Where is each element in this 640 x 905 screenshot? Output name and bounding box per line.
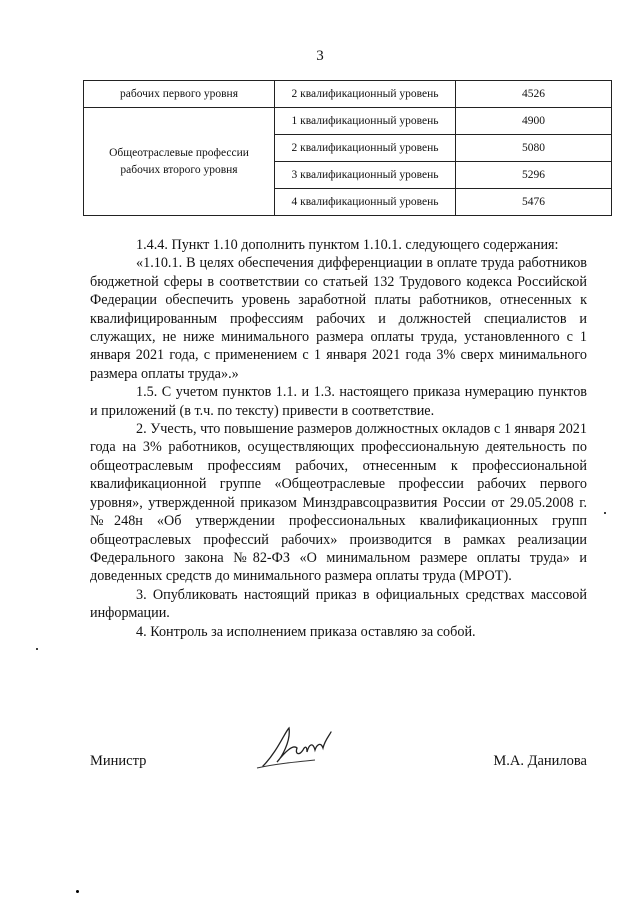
group-cell: рабочих первого уровня — [84, 81, 275, 108]
paragraph-1-4-4: 1.4.4. Пункт 1.10 дополнить пунктом 1.10.1. следующего содержания: — [136, 237, 559, 253]
table-row — [84, 108, 612, 135]
amount-cell: 5080 — [456, 135, 612, 162]
signer-name: М.А. Данилова — [493, 753, 587, 769]
salary-table — [83, 80, 612, 216]
paragraph-4: 4. Контроль за исполнением приказа оставляю за собой. — [136, 623, 476, 640]
amount-cell: 4526 — [456, 81, 612, 108]
level-cell: 3 квалификационный уровень — [275, 162, 456, 189]
level-cell: 2 квалификационный уровень — [275, 135, 456, 162]
paragraph-1-5: 1.5. С учетом пунктов 1.1. и 1.3. настоящего приказа нумерацию пунктов и приложений (в т.ч. по тексту) привести в соответствие. — [90, 384, 587, 419]
page-number: 3 — [316, 48, 324, 64]
body-text — [90, 236, 587, 641]
level-cell: 1 квалификационный уровень — [275, 108, 456, 135]
group-cell: Общеотраслевые профессии рабочих второго уровня — [84, 108, 275, 216]
scan-dot — [76, 890, 79, 893]
paragraph-1-10-1: «1.10.1. В целях обеспечения дифференциации в оплате труда работников бюджетной сферы в соответствии со статьей 132 Трудового кодекса Российской Федерации обеспечить уровень заработной платы работников, отнесенных к квалифицированным профессиям рабочих и должностей специалистов и служащих, не ниже минимального размера оплаты труда, установленного с 1 января 2021 года, с применением с 1 января 2021 года 3% сверх минимального размера оплаты труда».» — [90, 255, 587, 382]
amount-cell: 4900 — [456, 108, 612, 135]
amount-cell: 5296 — [456, 162, 612, 189]
paragraph-2: 2. Учесть, что повышение размеров должностных окладов с 1 января 2021 года на 3% работников, осуществляющих профессиональную деятельность по общеотраслевым профессиям рабочих, отнесенным к профессиональной квалификационной группе «Общеотраслевые профессии рабочих первого уровня», утвержденной приказом Минздравсоцразвития России от 29.05.2008 г. №248н «Об утверждении профессиональных квалификационных групп общеотраслевых профессий рабочих» производится в рамках реализации Федерального закона №82-ФЗ «О минимальном размере оплаты труда» и доведенных средств до минимального размера оплаты труда (МРОТ). — [90, 421, 587, 585]
handwritten-signature — [255, 722, 345, 772]
amount-cell: 5476 — [456, 189, 612, 216]
scan-dot — [36, 648, 38, 650]
level-cell: 4 квалификационный уровень — [275, 189, 456, 216]
table-row — [84, 81, 612, 108]
paragraph-3: 3. Опубликовать настоящий приказ в официальных средствах массовой информации. — [90, 586, 587, 622]
signer-title: Министр — [90, 753, 147, 769]
scan-dot — [604, 512, 606, 514]
level-cell: 2 квалификационный уровень — [275, 81, 456, 108]
